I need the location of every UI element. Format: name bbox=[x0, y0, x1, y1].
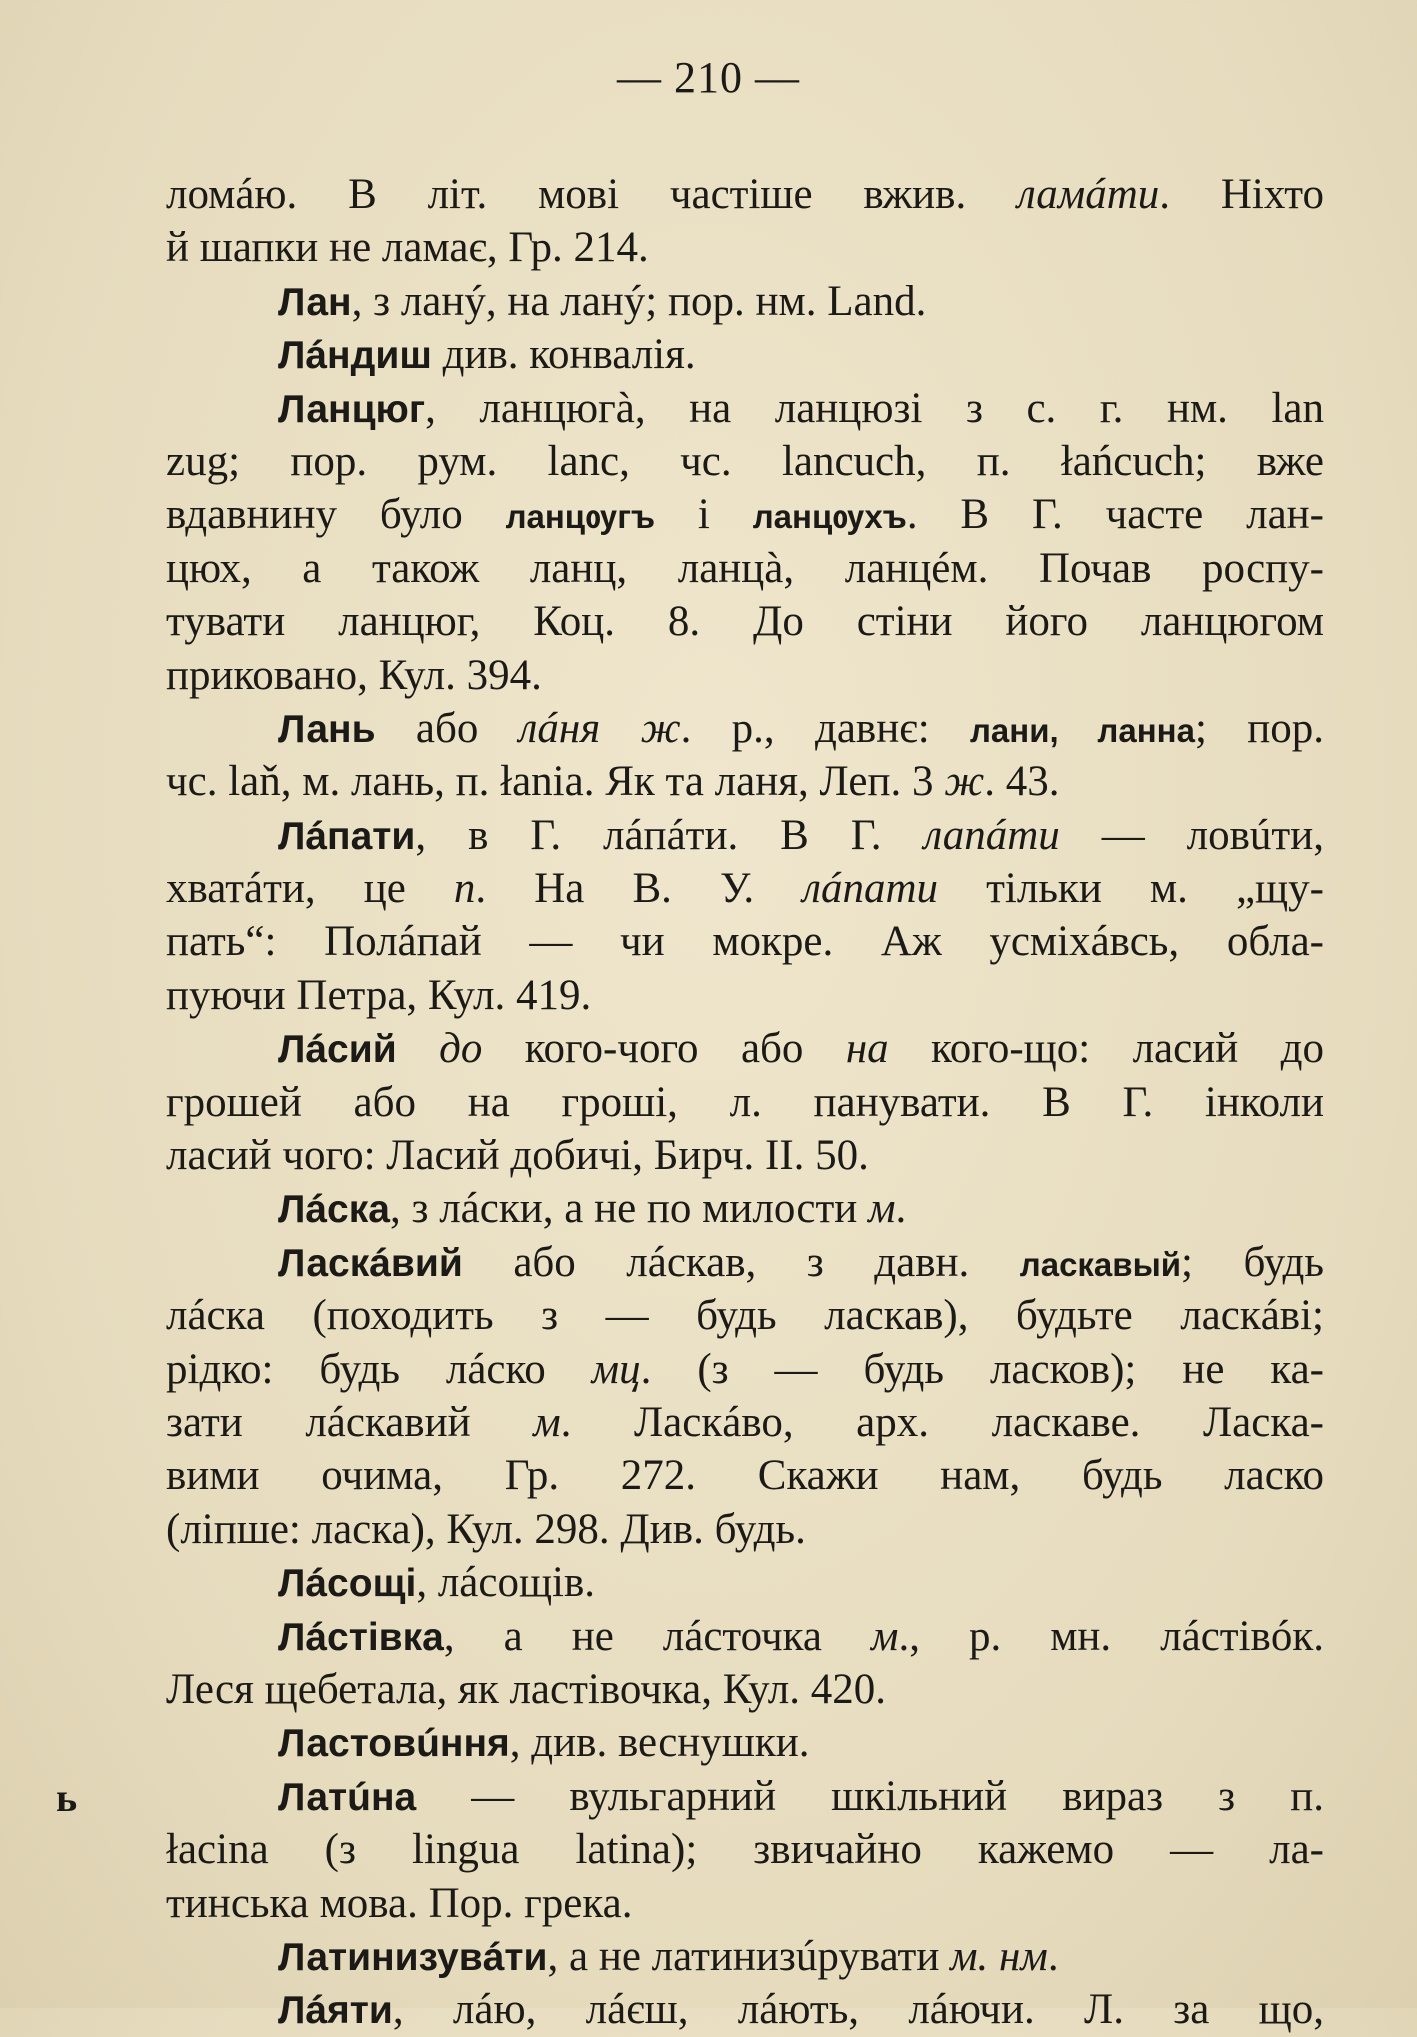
text-line bbox=[166, 1610, 1324, 1663]
text-segment: кого-що: ласий до bbox=[888, 1025, 1324, 1073]
italic-abbrev: ж bbox=[944, 758, 985, 806]
text-segment: , лáю, лáєш, лáють, лáючи. Л. за що, bbox=[392, 1986, 1324, 2034]
headword: Лáстівка bbox=[278, 1615, 444, 1659]
headword: Лáсий bbox=[278, 1028, 397, 1072]
text-segment: , див. веснушки. bbox=[509, 1719, 810, 1767]
text-line bbox=[166, 702, 1324, 755]
text-line bbox=[166, 1983, 1324, 2036]
text-segment: тинська мова. Пор. грека. bbox=[166, 1879, 633, 1927]
text-segment: чс. laň, м. лань, п. łania. Як та ланя, Леп. 3 bbox=[166, 758, 945, 806]
text-segment: ., р. мн. лáстівóк. bbox=[898, 1612, 1324, 1660]
text-segment: або bbox=[375, 704, 519, 752]
text-line bbox=[166, 1396, 1324, 1449]
text-segment: . Ніхто bbox=[1159, 171, 1324, 218]
text-segment: . bbox=[1047, 1932, 1059, 1980]
text-segment: грошей або на гроші, л. панувати. В Г. інколи bbox=[166, 1078, 1324, 1126]
italic-abbrev: м bbox=[868, 1185, 896, 1233]
text-segment: . В Г. часте лан- bbox=[906, 491, 1324, 539]
headword: Лан bbox=[278, 280, 352, 324]
text-segment: зати лáскавий bbox=[166, 1398, 534, 1446]
text-segment: . На В. У. bbox=[475, 865, 803, 913]
old-form: лани, ланна bbox=[969, 711, 1195, 749]
text-segment: zug; пор. рум. lanc, чс. lancuch, п. łańcuch; вже bbox=[166, 437, 1324, 485]
italic-abbrev: п bbox=[453, 865, 476, 913]
text-segment: , а не латинизúрувати bbox=[547, 1932, 951, 1980]
headword: Лáсощі bbox=[278, 1562, 417, 1606]
text-segment: . (з — будь ласков); не ка- bbox=[640, 1345, 1324, 1393]
text-line bbox=[166, 275, 1324, 328]
text-line bbox=[166, 1770, 1324, 1823]
text-line bbox=[166, 1289, 1324, 1342]
headword: Ластовúння bbox=[278, 1722, 510, 1766]
text-line bbox=[166, 1663, 1324, 1716]
margin-mark: ь bbox=[56, 1775, 78, 1820]
text-line bbox=[166, 488, 1324, 541]
text-line bbox=[166, 1716, 1324, 1769]
text-segment: , лáсощів. bbox=[416, 1559, 596, 1607]
text-line bbox=[166, 1503, 1324, 1556]
text-segment: вими очима, Гр. 272. Скажи нам, будь ласко bbox=[166, 1452, 1324, 1500]
italic-abbrev: мц bbox=[591, 1345, 641, 1393]
text-block bbox=[166, 168, 1324, 2037]
italic-abbrev: до bbox=[439, 1025, 483, 1073]
text-segment: пать“: Полáпай — чи мокре. Аж усміхáвсь, обла- bbox=[166, 918, 1324, 966]
headword: Лáяти bbox=[278, 1989, 393, 2033]
text-line bbox=[166, 1449, 1324, 1502]
text-segment: Леся щебетала, як ластівочка, Кул. 420. bbox=[166, 1665, 886, 1713]
headword: Латúна bbox=[278, 1775, 417, 1819]
text-segment bbox=[397, 1025, 439, 1072]
italic-abbrev: лáпати bbox=[802, 865, 939, 913]
text-segment: або лáскав, з давн. bbox=[462, 1238, 1020, 1286]
text-line bbox=[166, 1182, 1324, 1235]
headword: Лáндиш bbox=[278, 334, 432, 378]
text-segment: кого-чого або bbox=[482, 1025, 846, 1073]
text-line bbox=[166, 862, 1324, 915]
text-segment: (ліпше: ласка), Кул. 298. Див. будь. bbox=[166, 1505, 806, 1553]
text-segment: . bbox=[895, 1185, 907, 1233]
italic-abbrev: лáня ж bbox=[518, 704, 681, 752]
text-line bbox=[166, 1343, 1324, 1396]
text-segment: , з лáски, а не по милости bbox=[389, 1185, 869, 1233]
text-line bbox=[166, 1877, 1324, 1930]
italic-abbrev: м bbox=[871, 1612, 899, 1660]
text-segment: — ловúти, bbox=[1059, 811, 1324, 859]
text-line bbox=[166, 755, 1324, 808]
text-segment: , а не лáсточка bbox=[443, 1612, 871, 1660]
text-segment: łacina (з lingua latina); звичайно кажемо — ла- bbox=[166, 1826, 1324, 1874]
text-segment: ; будь bbox=[1181, 1238, 1324, 1286]
headword: Латинизувáти bbox=[278, 1935, 548, 1979]
italic-abbrev: лапáти bbox=[923, 811, 1060, 859]
text-segment: цюх, а також ланц, ланцà, ланцéм. Почав роспу- bbox=[166, 544, 1324, 592]
text-segment: тувати ланцюг, Коц. 8. До стіни його ланцюгом bbox=[166, 598, 1324, 646]
text-segment: — вульгарний шкільний вираз з п. bbox=[416, 1772, 1324, 1820]
text-segment: приковано, Кул. 394. bbox=[166, 651, 542, 699]
headword: Ланцюг bbox=[278, 387, 426, 431]
text-line bbox=[166, 1236, 1324, 1289]
text-line bbox=[166, 1930, 1324, 1983]
text-line bbox=[166, 168, 1324, 221]
text-segment: тільки м. „щу- bbox=[938, 865, 1324, 913]
text-line bbox=[166, 649, 1324, 702]
text-segment: рідко: будь лáско bbox=[166, 1345, 592, 1393]
italic-abbrev: м bbox=[533, 1398, 561, 1446]
text-line bbox=[166, 328, 1324, 381]
old-form: ланцѹхъ bbox=[752, 498, 907, 536]
text-line bbox=[166, 969, 1324, 1022]
text-segment: вдавнину було bbox=[166, 491, 506, 539]
text-line bbox=[166, 809, 1324, 862]
headword: Лáпати bbox=[278, 814, 416, 858]
old-form: ласкавый bbox=[1019, 1245, 1182, 1283]
text-segment: . Ласкáво, арх. ласкаве. Ласка- bbox=[560, 1398, 1324, 1446]
text-segment: . р., давнє: bbox=[680, 704, 970, 752]
italic-abbrev: на bbox=[845, 1025, 889, 1073]
text-segment: ; пор. bbox=[1194, 704, 1324, 752]
text-line bbox=[166, 1129, 1324, 1182]
text-segment: ласий чого: Ласий добичі, Бирч. II. 50. bbox=[166, 1132, 869, 1180]
text-line bbox=[166, 435, 1324, 488]
headword: Лань bbox=[278, 707, 376, 751]
text-line bbox=[166, 1556, 1324, 1609]
italic-abbrev: ламáти bbox=[1017, 171, 1160, 218]
text-line bbox=[166, 542, 1324, 595]
text-line bbox=[166, 382, 1324, 435]
text-segment: . 43. bbox=[984, 758, 1060, 806]
text-line bbox=[166, 1076, 1324, 1129]
text-segment: й шапки не ламає, Гр. 214. bbox=[166, 224, 649, 272]
text-segment: , в Г. лáпáти. В Г. bbox=[415, 811, 924, 859]
text-line bbox=[166, 1022, 1324, 1075]
italic-abbrev: м. нм bbox=[950, 1932, 1048, 1980]
text-segment: лáска (походить з — будь ласкав), будьте ласкáві; bbox=[166, 1292, 1324, 1340]
text-line bbox=[166, 1823, 1324, 1876]
text-segment: хватáти, це bbox=[166, 865, 454, 913]
text-segment: пуючи Петра, Кул. 419. bbox=[166, 971, 592, 1019]
text-line bbox=[166, 595, 1324, 648]
old-form: ланцѹгъ bbox=[505, 498, 656, 536]
text-line bbox=[166, 221, 1324, 274]
text-segment: і bbox=[655, 491, 753, 539]
headword: Лáска bbox=[278, 1188, 390, 1232]
text-segment: див. конвалія. bbox=[431, 331, 696, 379]
page-number: — 210 — bbox=[617, 53, 800, 102]
text-line bbox=[166, 915, 1324, 968]
headword: Ласкáвий bbox=[278, 1241, 463, 1285]
text-segment: ломáю. В літ. мові частіше вжив. bbox=[166, 171, 1018, 218]
text-segment: , з ланý, на ланý; пор. нм. Land. bbox=[351, 277, 927, 325]
text-segment: , ланцюгà, на ланцюзі з с. г. нм. lan bbox=[425, 384, 1324, 432]
